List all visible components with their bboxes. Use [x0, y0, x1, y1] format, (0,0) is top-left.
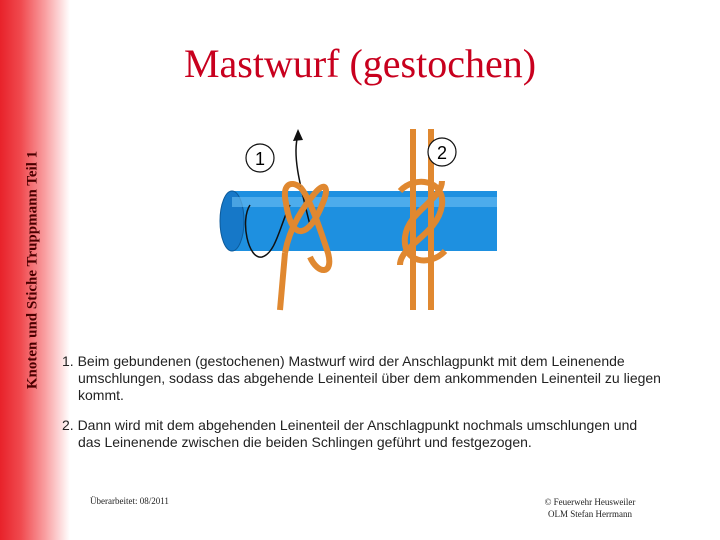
copyright-line-2: OLM Stefan Herrmann — [548, 509, 632, 519]
knot-illustration — [210, 125, 510, 315]
arrow-up-icon — [293, 129, 303, 141]
step-2-label: 2 — [436, 143, 448, 163]
slide-title: Mastwurf (gestochen) — [183, 41, 537, 86]
step-1-label: 1 — [254, 149, 266, 169]
instruction-list — [62, 353, 662, 464]
copyright-line-1: © Feuerwehr Heusweiler — [544, 497, 636, 507]
instruction-step-1: 1. Beim gebundenen (gestochenen) Mastwurf wird der Anschlagpunkt mit dem Leinenende umschlungen, sodass das abgehende Leinenteil über dem ankommenden Leinenteil zu liegen kommt. — [62, 353, 661, 403]
revision-date: Überarbeitet: 08/2011 — [90, 496, 169, 506]
copyright-block — [520, 496, 660, 520]
sidebar-title: Knoten und Stiche Truppmann Teil 1 — [24, 150, 41, 390]
instruction-step-2: 2. Dann wird mit dem abgehenden Leinenteil der Anschlagpunkt nochmals umschlungen und das Leinenende zwischen die beiden Schlingen geführt und festgezogen. — [62, 417, 638, 450]
pole-icon — [220, 191, 497, 251]
sidebar-band — [0, 0, 70, 540]
